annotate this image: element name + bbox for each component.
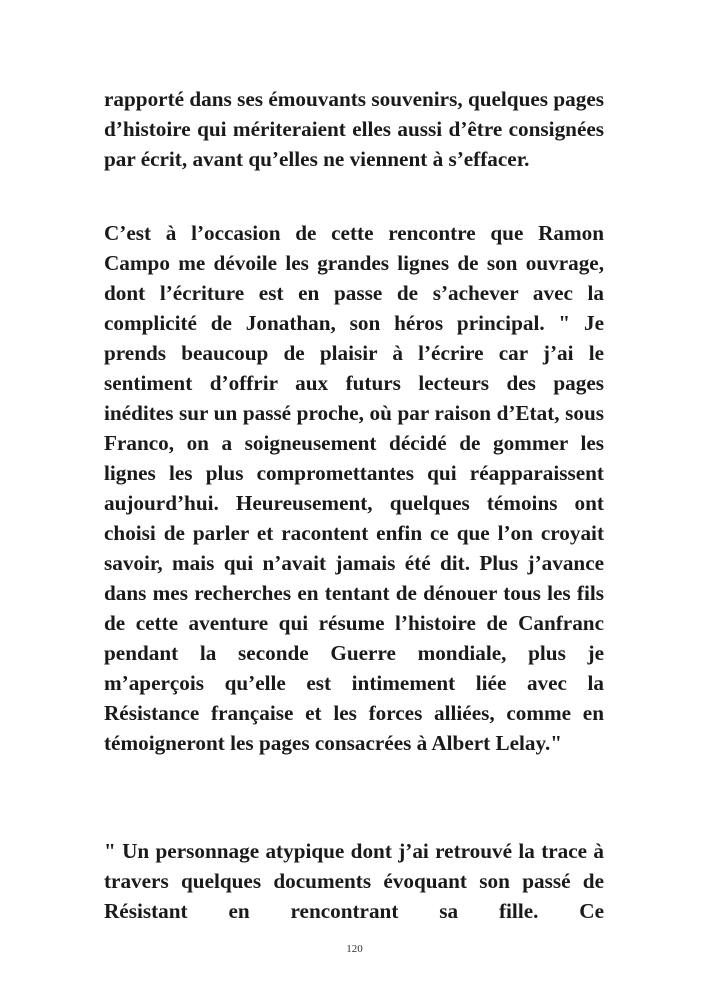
paragraph-3: " Un personnage atypique dont j’ai retrouvé la trace à travers quelques documents évoquant son passé de Résistant en rencontrant sa fille. Ce [104, 839, 604, 923]
paragraph-1: rapporté dans ses émouvants souvenirs, quelques pages d’histoire qui mériteraient elles aussi d’être consignées par écrit, avant qu’elles ne viennent à s’effacer. [104, 87, 604, 171]
paragraph-2: C’est à l’occasion de cette rencontre que Ramon Campo me dévoile les grandes lignes de son ouvrage, dont l’écriture est en passe de s’achever avec la complicité de Jonathan, son héros principal. " Je prends beaucoup de plaisir à l’écrire car j’ai le sentiment d’offrir aux futurs lecteurs des pages inédites sur un passé proche, où par raison d’Etat, sous Franco, on a soigneusement décidé de gommer les lignes les plus compromettantes qui réapparaissent aujourd’hui. Heureusement, quelques témoins ont choisi de parler et racontent enfin ce que l’on croyait savoir, mais qui n’avait jamais été dit. Plus j’avance dans mes recherches en tentant de dénouer tous les fils de cette aventure qui résume l’histoire de Canfranc pendant la seconde Guerre mondiale, plus je m’aperçois qu’elle est intimement liée avec la Résistance française et les forces alliées, comme en témoigneront les pages consacrées à Albert Lelay." [104, 221, 604, 755]
page-number: 120 [346, 943, 363, 955]
